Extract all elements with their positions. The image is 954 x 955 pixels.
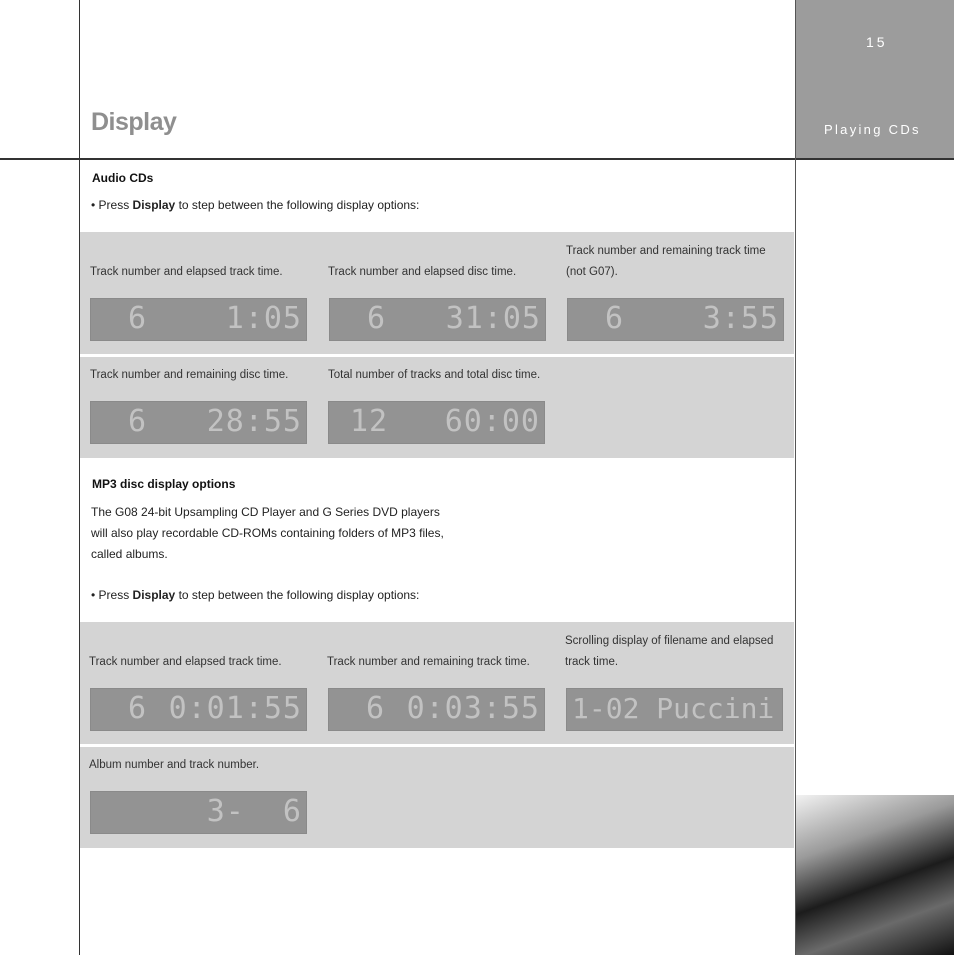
page-number: 15: [866, 34, 888, 50]
lcd-right: 0:03:55: [406, 691, 540, 726]
page-title: Display: [91, 108, 177, 136]
display-caption: Track number and remaining disc time.: [90, 369, 289, 381]
mp3-paragraph-line: will also play recordable CD-ROMs containing folders of MP3 files,: [91, 526, 444, 540]
mp3-paragraph-line: called albums.: [91, 547, 168, 561]
lcd-display: [90, 401, 307, 444]
lcd-left: 6: [366, 691, 386, 726]
lcd-display: [566, 688, 783, 731]
section-label: Playing CDs: [824, 122, 921, 137]
lcd-right: 3:55: [702, 301, 779, 336]
header-rule: [0, 158, 954, 160]
lcd-display: [328, 688, 545, 731]
display-caption: Scrolling display of filename and elapsed track time.: [565, 635, 774, 668]
lcd-right: 31:05: [445, 301, 541, 336]
lcd-display: [90, 791, 307, 834]
display-caption: Album number and track number.: [89, 759, 260, 771]
mp3-paragraph-line: The G08 24-bit Upsampling CD Player and G Series DVD players: [91, 505, 440, 519]
mp3-paragraph: [91, 502, 444, 565]
lcd-display: [328, 401, 545, 444]
lcd-right: 60:00: [444, 404, 540, 439]
lcd-left: 6: [128, 691, 148, 726]
lcd-right: 0:01:55: [168, 691, 302, 726]
mp3-instruction: • Press Display to step between the following display options:: [91, 588, 420, 602]
lcd-right: 28:55: [206, 404, 302, 439]
display-caption: Track number and remaining track time (not G07).: [566, 245, 766, 278]
lcd-display: [90, 298, 307, 341]
lcd-left: 6: [367, 301, 387, 336]
display-caption: Track number and elapsed track time.: [89, 656, 282, 668]
display-caption: Track number and remaining track time.: [327, 656, 530, 668]
mp3-heading: MP3 disc display options: [92, 477, 236, 491]
lcd-display: [329, 298, 546, 341]
display-caption: Track number and elapsed disc time.: [328, 266, 517, 278]
lcd-left: 6: [605, 301, 625, 336]
display-caption: Total number of tracks and total disc time.: [328, 369, 541, 381]
lcd-right: 3- 6: [206, 794, 302, 829]
piano-keys-image: [796, 795, 954, 955]
lcd-left: 6: [128, 301, 148, 336]
audio-cds-instruction: • Press Display to step between the following display options:: [91, 198, 420, 212]
lcd-left: 6: [128, 404, 148, 439]
lcd-left: 12: [350, 404, 389, 439]
display-caption: Track number and elapsed track time.: [90, 266, 283, 278]
audio-cds-heading: Audio CDs: [92, 171, 154, 185]
lcd-display: [90, 688, 307, 731]
lcd-display: [567, 298, 784, 341]
lcd-right: 1:05: [225, 301, 302, 336]
lcd-full: 1-02 Puccini: [572, 692, 775, 725]
